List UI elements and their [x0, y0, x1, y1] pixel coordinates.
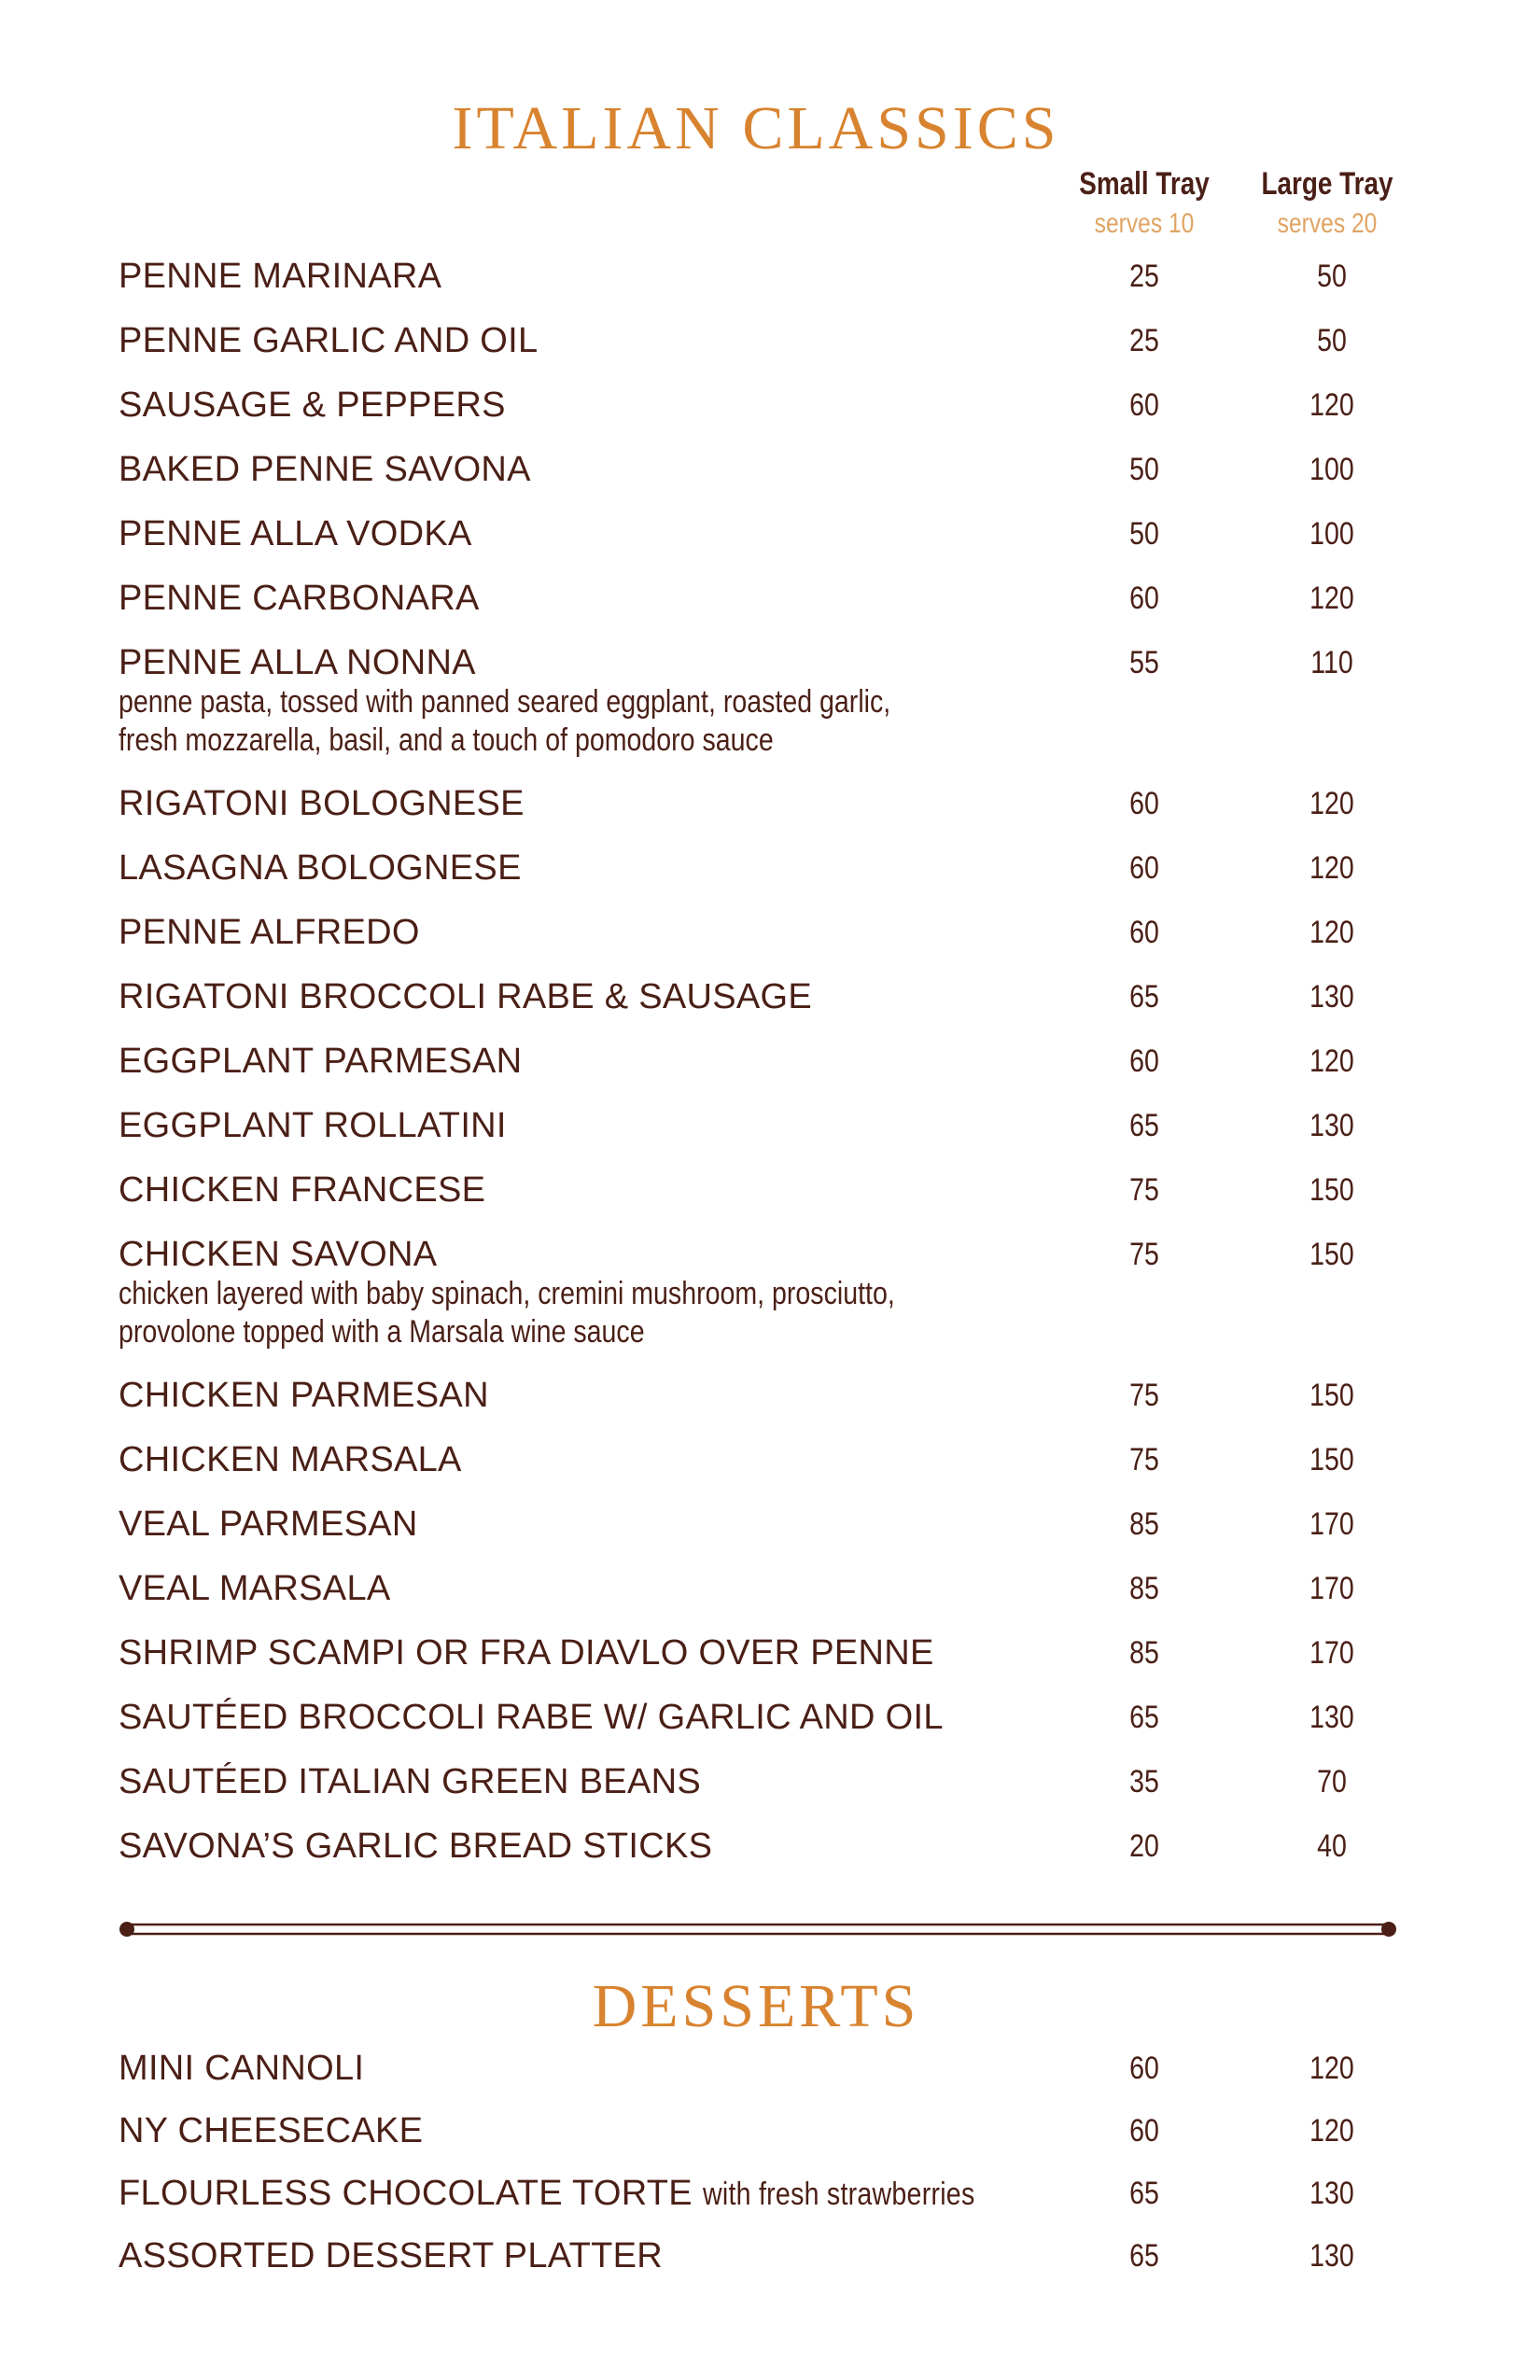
item-price-large: 120 — [1309, 581, 1354, 616]
menu-item — [119, 321, 1397, 361]
item-price-large: 150 — [1309, 1237, 1354, 1272]
item-price-large: 130 — [1309, 2238, 1354, 2274]
item-price-large: 70 — [1317, 1764, 1347, 1799]
item-price-large: 120 — [1309, 1043, 1354, 1079]
menu-item — [119, 450, 1397, 490]
item-price-small: 75 — [1129, 1172, 1159, 1208]
item-price-small: 60 — [1129, 2051, 1159, 2086]
item-price-small: 65 — [1129, 1700, 1159, 1735]
item-name: SHRIMP SCAMPI OR FRA DIAVLO OVER PENNE — [119, 1633, 934, 1673]
ornamental-divider — [119, 1915, 1397, 1943]
column-header-large-tray — [1234, 166, 1421, 240]
item-price-large: 100 — [1309, 452, 1354, 487]
item-price-large: 120 — [1309, 850, 1354, 886]
item-name: BAKED PENNE SAVONA — [119, 450, 531, 489]
item-price-large: 100 — [1309, 516, 1354, 552]
item-price-large: 110 — [1310, 645, 1353, 680]
item-price-large: 120 — [1309, 387, 1354, 423]
menu-item — [119, 1827, 1397, 1867]
item-price-large: 40 — [1317, 1828, 1347, 1864]
item-price-small: 75 — [1129, 1378, 1159, 1413]
item-price-large: 170 — [1309, 1571, 1354, 1606]
item-price-small: 25 — [1129, 323, 1159, 358]
menu-item — [119, 2174, 1397, 2214]
menu-item — [119, 2049, 1397, 2089]
item-name: MINI CANNOLI — [119, 2049, 365, 2088]
item-price-small: 50 — [1129, 516, 1159, 552]
item-price-small: 35 — [1129, 1764, 1159, 1799]
item-name: VEAL PARMESAN — [119, 1505, 418, 1544]
item-price-small: 75 — [1129, 1237, 1159, 1272]
item-price-small: 60 — [1129, 2113, 1159, 2149]
menu-item — [119, 848, 1397, 889]
menu-item — [119, 1698, 1397, 1738]
item-name: RIGATONI BOLOGNESE — [119, 784, 525, 823]
section-title-italian-classics: ITALIAN CLASSICS — [452, 94, 1060, 162]
item-name: CHICKEN FRANCESE — [119, 1170, 486, 1210]
menu-item — [119, 2236, 1397, 2276]
item-price-small: 60 — [1129, 850, 1159, 886]
item-price-large: 130 — [1309, 979, 1354, 1015]
menu-item — [119, 1762, 1397, 1802]
item-price-small: 65 — [1129, 2238, 1159, 2274]
item-description: provolone topped with a Marsala wine sauce — [119, 1314, 645, 1350]
menu-item — [119, 1042, 1397, 1082]
item-price-small: 65 — [1129, 2176, 1159, 2211]
menu-item — [119, 1505, 1397, 1545]
item-name: EGGPLANT PARMESAN — [119, 1042, 523, 1081]
menu-item — [119, 1376, 1397, 1416]
menu-item — [119, 1569, 1397, 1609]
item-name: EGGPLANT ROLLATINI — [119, 1106, 507, 1145]
item-name: PENNE ALLA VODKA — [119, 514, 472, 553]
menu-item — [119, 2111, 1397, 2151]
item-price-small: 65 — [1129, 979, 1159, 1015]
item-name: FLOURLESS CHOCOLATE TORTE — [119, 2174, 693, 2213]
item-price-small: 85 — [1129, 1571, 1159, 1606]
item-price-large: 120 — [1309, 2113, 1354, 2149]
item-price-small: 60 — [1129, 387, 1159, 423]
item-name: CHICKEN SAVONA — [119, 1235, 438, 1274]
item-price-small: 60 — [1129, 1043, 1159, 1079]
item-price-small: 50 — [1129, 452, 1159, 487]
menu-item — [119, 1235, 1397, 1351]
item-price-large: 150 — [1309, 1442, 1354, 1477]
item-inline-description: with fresh strawberries — [702, 2177, 975, 2212]
item-price-small: 20 — [1129, 1828, 1159, 1864]
item-price-large: 130 — [1309, 1108, 1354, 1143]
section-title-desserts: DESSERTS — [592, 1972, 920, 2040]
item-price-small: 55 — [1129, 645, 1159, 680]
item-description: fresh mozzarella, basil, and a touch of pomodoro sauce — [119, 722, 774, 758]
item-name: LASAGNA BOLOGNESE — [119, 848, 522, 888]
item-name: VEAL MARSALA — [119, 1569, 391, 1608]
large-tray-label: Large Tray — [1261, 166, 1393, 202]
item-name: PENNE ALFREDO — [119, 913, 420, 952]
menu-item — [119, 1440, 1397, 1480]
menu-item — [119, 1106, 1397, 1146]
menu-item — [119, 643, 1397, 760]
item-name: SAUTÉED BROCCOLI RABE W/ GARLIC AND OIL — [119, 1698, 944, 1737]
item-price-small: 75 — [1129, 1442, 1159, 1477]
item-price-large: 120 — [1309, 786, 1354, 821]
menu-item — [119, 977, 1397, 1017]
item-name: SAUTÉED ITALIAN GREEN BEANS — [119, 1762, 701, 1801]
item-price-small: 60 — [1129, 581, 1159, 616]
menu-item — [119, 385, 1397, 426]
item-name: CHICKEN MARSALA — [119, 1440, 462, 1479]
item-name: PENNE ALLA NONNA — [119, 643, 476, 682]
item-name: PENNE MARINARA — [119, 257, 442, 296]
item-price-small: 85 — [1129, 1506, 1159, 1542]
item-price-large: 170 — [1309, 1635, 1354, 1671]
item-price-large: 150 — [1309, 1378, 1354, 1413]
item-name: PENNE CARBONARA — [119, 579, 480, 618]
item-name: CHICKEN PARMESAN — [119, 1376, 489, 1415]
item-name: ASSORTED DESSERT PLATTER — [119, 2236, 663, 2275]
item-price-small: 60 — [1129, 786, 1159, 821]
large-tray-serves: serves 20 — [1277, 208, 1378, 239]
item-price-large: 130 — [1309, 1700, 1354, 1735]
menu-item — [119, 579, 1397, 619]
item-name: RIGATONI BROCCOLI RABE & SAUSAGE — [119, 977, 813, 1016]
item-price-large: 150 — [1309, 1172, 1354, 1208]
menu-item — [119, 1633, 1397, 1673]
menu-item — [119, 257, 1397, 297]
item-price-small: 60 — [1129, 915, 1159, 950]
item-name: SAUSAGE & PEPPERS — [119, 385, 506, 425]
item-name: NY CHEESECAKE — [119, 2111, 424, 2150]
item-name-with-description — [119, 2174, 1397, 2214]
item-price-large: 130 — [1309, 2176, 1354, 2211]
item-price-large: 120 — [1309, 2051, 1354, 2086]
menu-item — [119, 913, 1397, 953]
item-price-small: 85 — [1129, 1635, 1159, 1671]
item-price-small: 25 — [1129, 259, 1159, 294]
item-name: SAVONA’S GARLIC BREAD STICKS — [119, 1827, 713, 1866]
small-tray-label: Small Tray — [1079, 166, 1210, 202]
item-price-large: 170 — [1309, 1506, 1354, 1542]
item-name: PENNE GARLIC AND OIL — [119, 321, 539, 360]
item-price-large: 50 — [1317, 259, 1347, 294]
item-price-large: 120 — [1309, 915, 1354, 950]
small-tray-serves: serves 10 — [1094, 208, 1195, 239]
menu-item — [119, 1170, 1397, 1211]
menu-item — [119, 784, 1397, 824]
item-price-large: 50 — [1317, 323, 1347, 358]
column-header-small-tray — [1051, 166, 1238, 240]
item-price-small: 65 — [1129, 1108, 1159, 1143]
item-description: chicken layered with baby spinach, cremini mushroom, prosciutto, — [119, 1276, 895, 1311]
menu-item — [119, 514, 1397, 554]
item-description: penne pasta, tossed with panned seared eggplant, roasted garlic, — [119, 684, 891, 720]
